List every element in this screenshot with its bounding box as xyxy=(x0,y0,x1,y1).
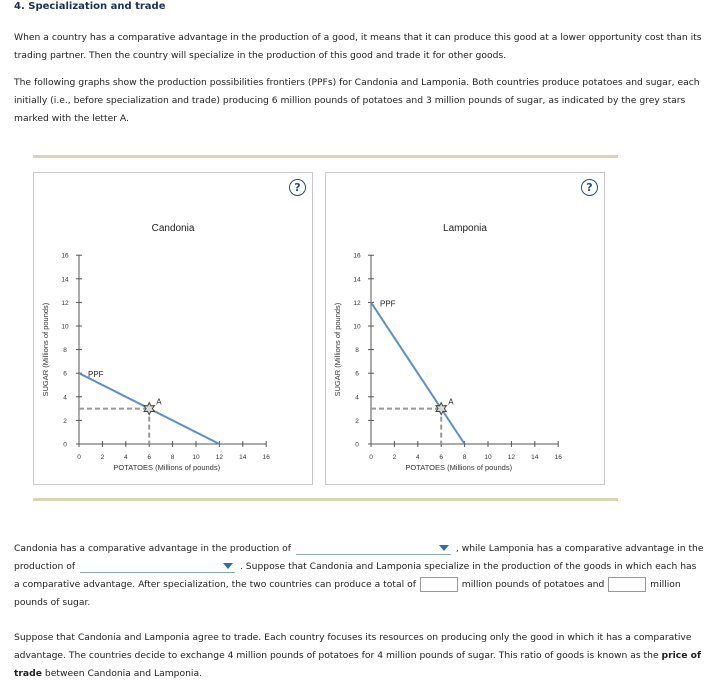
x-tick-label: 10 xyxy=(484,454,492,461)
y-axis-label: SUGAR (Millions of pounds) xyxy=(41,302,50,397)
x-tick-label: 16 xyxy=(262,454,270,461)
y-tick-label: 14 xyxy=(353,276,361,284)
x-tick-label: 2 xyxy=(100,454,105,461)
intro-paragraph-2: The following graphs show the production possibilities frontiers (PPFs) for Candonia and Lamponia. Both countries produce potatoes and sugar, each initially (i.e., before specialization and trade) producing 6 million pounds of potatoes and 3 million pounds of sugar, as indicated by the grey stars marked with the letter A. xyxy=(14,77,700,124)
y-tick-label: 2 xyxy=(63,417,67,425)
y-tick-label: 16 xyxy=(61,252,69,260)
point-a-label: A xyxy=(448,397,454,407)
y-tick-label: 12 xyxy=(61,299,69,307)
y-tick-label: 6 xyxy=(355,370,359,378)
point-a-label: A xyxy=(156,397,162,407)
q1-text-b: , while Lamponia has a comparative advantage in the production of xyxy=(14,543,704,572)
graph-title: Lamponia xyxy=(443,223,487,234)
chevron-down-icon xyxy=(223,563,233,569)
x-tick-label: 0 xyxy=(77,454,81,461)
ppf-label: PPF xyxy=(88,370,104,380)
bottom-divider xyxy=(33,498,618,501)
q1-text-e: million pounds of sugar. xyxy=(14,579,681,608)
lamponia-advantage-dropdown[interactable] xyxy=(80,561,235,573)
graph-panel-lamponia xyxy=(325,172,605,485)
y-tick-label: 6 xyxy=(63,370,67,378)
x-tick-label: 10 xyxy=(192,454,200,461)
help-button-lamponia[interactable]: ? xyxy=(581,179,598,196)
ppf-graph-candonia xyxy=(34,173,312,484)
x-tick-label: 14 xyxy=(531,454,539,461)
y-tick-label: 10 xyxy=(61,323,69,331)
x-axis-label: POTATOES (Millions of pounds) xyxy=(113,463,221,472)
total-sugar-input[interactable] xyxy=(608,577,646,592)
y-axis-label: SUGAR (Millions of pounds) xyxy=(333,302,342,397)
ppf-label: PPF xyxy=(380,299,396,309)
y-tick-label: 8 xyxy=(355,347,359,355)
q1-text-a: Candonia has a comparative advantage in the production of xyxy=(14,543,292,554)
x-tick-label: 6 xyxy=(147,454,152,461)
x-tick-label: 12 xyxy=(507,454,516,461)
x-tick-label: 8 xyxy=(462,454,467,461)
y-tick-label: 0 xyxy=(63,441,67,449)
x-tick-label: 14 xyxy=(239,454,247,461)
help-button-candonia[interactable]: ? xyxy=(289,179,306,196)
x-tick-label: 2 xyxy=(392,454,397,461)
top-divider xyxy=(33,155,618,158)
graph-panel-candonia xyxy=(33,172,313,485)
point-a-star-marker xyxy=(144,403,154,415)
x-tick-label: 0 xyxy=(369,454,373,461)
y-tick-label: 8 xyxy=(63,347,67,355)
chevron-down-icon xyxy=(439,545,449,551)
ppf-graph-lamponia xyxy=(326,173,604,484)
question-paragraph xyxy=(14,540,704,612)
trade-text-end: between Candonia and Lamponia. xyxy=(44,668,203,679)
x-tick-label: 4 xyxy=(123,454,128,461)
trade-text: Suppose that Candonia and Lamponia agree to trade. Each country focuses its resources on producing only the good in which it has a comparative advantage. The countries decide to exchange 4 million pounds of potatoes for 4 million pounds of sugar. This ratio of goods is known as the xyxy=(14,632,692,661)
y-tick-label: 4 xyxy=(355,394,359,402)
section-title: 4. Specialization and trade xyxy=(14,1,166,12)
y-tick-label: 4 xyxy=(63,394,67,402)
x-axis-label: POTATOES (Millions of pounds) xyxy=(405,463,513,472)
intro-paragraph-1: When a country has a comparative advantage in the production of a good, it means that it can produce this good at a lower opportunity cost than its trading partner. Then the country will specialize in the production of this good and trade it for other goods. xyxy=(14,32,702,61)
graph-title: Candonia xyxy=(151,223,195,234)
y-tick-label: 10 xyxy=(353,323,361,331)
y-tick-label: 12 xyxy=(353,299,361,307)
candonia-advantage-dropdown[interactable] xyxy=(296,543,451,555)
x-tick-label: 16 xyxy=(554,454,562,461)
y-tick-label: 16 xyxy=(353,252,361,260)
y-tick-label: 14 xyxy=(61,276,69,284)
x-tick-label: 6 xyxy=(439,454,444,461)
q1-text-c: . Suppose that Candonia and Lamponia specialize in the production of the goods in which each has a comparative advantage. After specialization, the two countries can produce a total of xyxy=(14,561,697,590)
x-tick-label: 12 xyxy=(215,454,224,461)
y-tick-label: 2 xyxy=(355,417,359,425)
y-tick-label: 0 xyxy=(355,441,359,449)
trade-paragraph xyxy=(14,629,704,683)
x-tick-label: 8 xyxy=(170,454,175,461)
q1-text-d: million pounds of potatoes and xyxy=(461,579,605,590)
ppf-line xyxy=(371,302,465,444)
trade-bold-term: price of trade xyxy=(14,650,701,679)
total-potatoes-input[interactable] xyxy=(420,577,458,592)
x-tick-label: 4 xyxy=(415,454,420,461)
